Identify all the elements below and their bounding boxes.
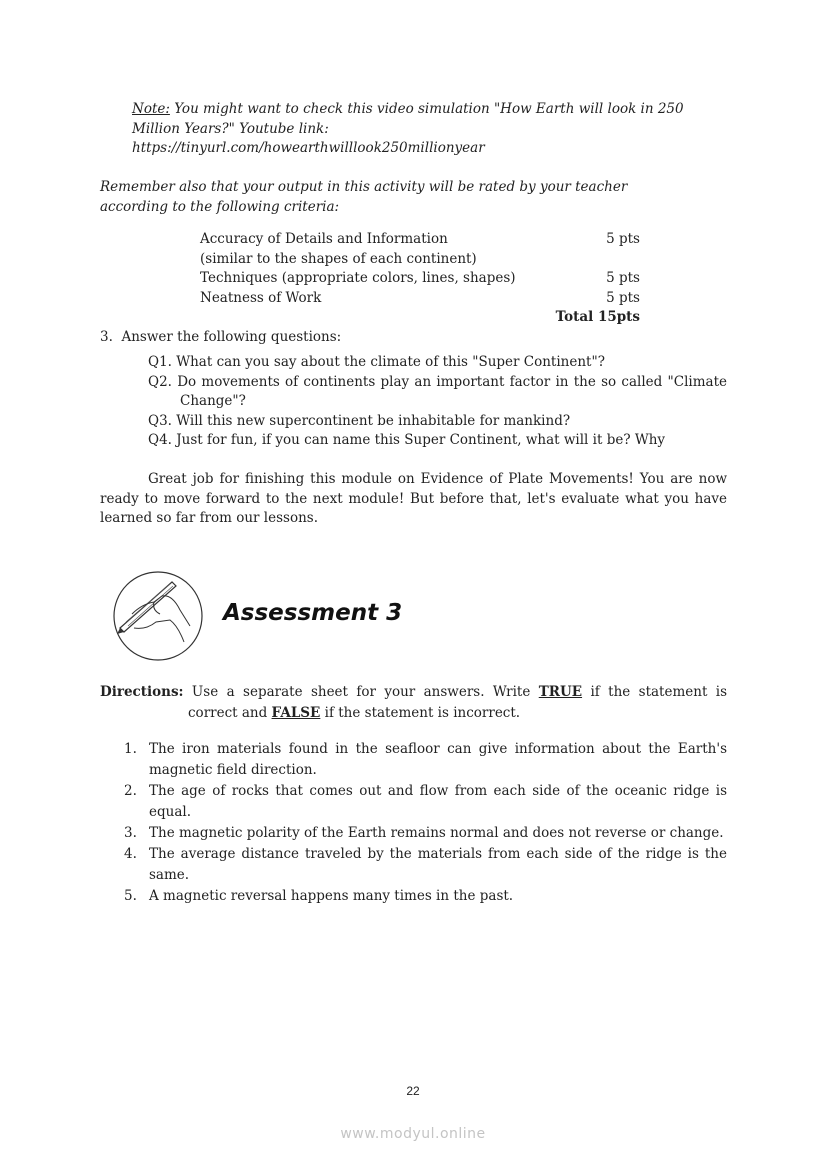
- assessment-items: [124, 739, 727, 907]
- directions-label: Directions:: [100, 684, 184, 700]
- list-item: [124, 844, 727, 886]
- item-number: 5.: [124, 888, 137, 904]
- item-number: 4.: [124, 846, 137, 862]
- criteria-label: Techniques (appropriate colors, lines, shapes): [200, 270, 516, 287]
- assessment-title: Assessment 3: [223, 600, 403, 626]
- item-text: The age of rocks that comes out and flow from each side of the oceanic ridge is equal.: [149, 783, 727, 820]
- question-item: Q2. Do movements of continents play an important factor in the so called "Climate Change"?: [148, 373, 727, 410]
- criteria-label: (similar to the shapes of each continent): [200, 250, 477, 267]
- criteria-row: [200, 250, 640, 270]
- hand-writing-pencil-icon: [112, 570, 204, 662]
- remember-paragraph: Remember also that your output in this activity will be rated by your teacher according to the following criteria:: [100, 179, 628, 215]
- list-item: [124, 823, 727, 844]
- item-number: 3.: [124, 825, 137, 841]
- question-item: Q3. Will this new supercontinent be inhabitable for mankind?: [148, 412, 571, 429]
- criteria-points: 5 pts: [606, 270, 640, 287]
- criteria-points: 5 pts: [606, 289, 640, 306]
- questions-list: [148, 353, 727, 451]
- directions-text: Use a separate sheet for your answers. Write: [183, 684, 539, 700]
- list-item: [124, 886, 727, 907]
- item-number: 1.: [124, 741, 137, 757]
- item-text: The average distance traveled by the materials from each side of the ridge is the same.: [149, 846, 727, 883]
- item-text: The magnetic polarity of the Earth remains normal and does not reverse or change.: [149, 825, 724, 841]
- step-number: 3.: [100, 329, 113, 345]
- page-number: 22: [406, 1084, 420, 1098]
- criteria-points: 5 pts: [606, 231, 640, 247]
- note-label: Note:: [132, 101, 170, 117]
- criteria-row: [200, 230, 640, 250]
- criteria-list: [200, 230, 640, 328]
- list-item: [124, 739, 727, 781]
- criteria-row: [200, 269, 640, 289]
- true-keyword: TRUE: [538, 684, 583, 700]
- watermark: www.modyul.online: [340, 1126, 486, 1142]
- step-text: Answer the following questions:: [121, 329, 342, 345]
- closing-paragraph: Great job for finishing this module on Evidence of Plate Movements! You are now ready to move forward to the next module! But before that, let's evaluate what you have learned so far from our lessons.: [100, 471, 727, 527]
- criteria-label: Accuracy of Details and Information: [200, 231, 448, 247]
- note-paragraph: [132, 100, 732, 159]
- false-keyword: FALSE: [271, 705, 321, 721]
- directions-text: if the statement is correct and: [188, 684, 728, 721]
- criteria-row: [200, 289, 640, 309]
- list-item: [124, 781, 727, 823]
- item-text: A magnetic reversal happens many times in the past.: [149, 888, 514, 904]
- note-link[interactable]: https://tinyurl.com/howearthwilllook250millionyear: [132, 140, 485, 157]
- directions: [100, 682, 727, 724]
- question-item: Q1. What can you say about the climate of this "Super Continent"?: [148, 354, 605, 370]
- criteria-total-row: [200, 308, 640, 328]
- item-number: 2.: [124, 783, 137, 799]
- criteria-label: Neatness of Work: [200, 289, 322, 306]
- criteria-total: Total 15pts: [555, 309, 640, 326]
- step-3: [100, 328, 341, 348]
- item-text: The iron materials found in the seafloor can give information about the Earth's magnetic field direction.: [149, 741, 727, 778]
- question-item: Q4. Just for fun, if you can name this Super Continent, what will it be? Why: [148, 432, 666, 449]
- note-text: You might want to check this video simulation "How Earth will look in 250 Million Years?" Youtube link:: [132, 101, 684, 137]
- directions-text: if the statement is incorrect.: [320, 705, 521, 721]
